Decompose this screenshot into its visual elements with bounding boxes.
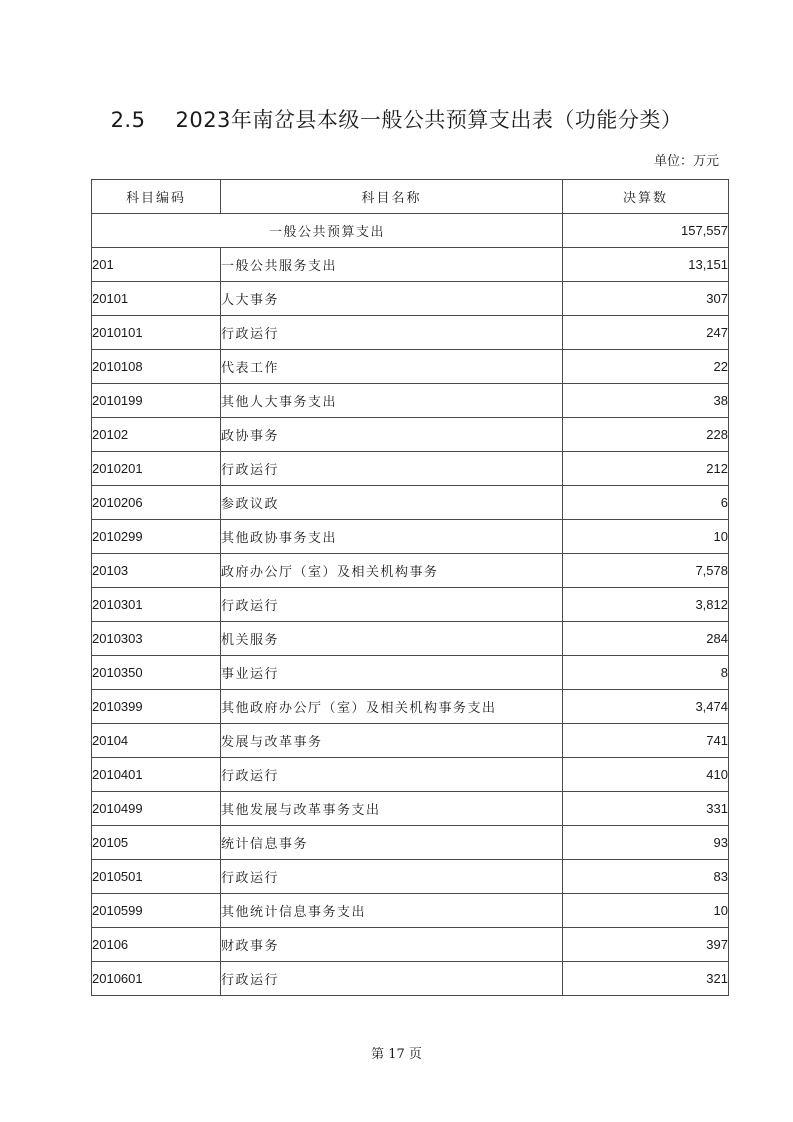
row-name: 发展与改革事务 [221, 724, 563, 758]
row-name: 行政运行 [221, 962, 563, 996]
table-row [92, 656, 729, 690]
row-amount: 13,151 [563, 248, 729, 282]
row-code: 20101 [92, 282, 221, 316]
row-name: 其他政府办公厅（室）及相关机构事务支出 [221, 690, 563, 724]
row-amount: 38 [563, 384, 729, 418]
row-code: 2010601 [92, 962, 221, 996]
row-amount: 10 [563, 520, 729, 554]
table-row [92, 554, 729, 588]
row-amount: 331 [563, 792, 729, 826]
row-name: 一般公共服务支出 [221, 248, 563, 282]
row-code: 2010199 [92, 384, 221, 418]
table-row [92, 248, 729, 282]
row-amount: 3,812 [563, 588, 729, 622]
row-name: 其他人大事务支出 [221, 384, 563, 418]
table-header-row [92, 180, 729, 214]
row-code: 2010201 [92, 452, 221, 486]
row-amount: 247 [563, 316, 729, 350]
table-row [92, 724, 729, 758]
row-code: 2010108 [92, 350, 221, 384]
table-row [92, 384, 729, 418]
row-code: 2010350 [92, 656, 221, 690]
table-row [92, 894, 729, 928]
row-name: 行政运行 [221, 588, 563, 622]
table-row [92, 690, 729, 724]
row-name: 其他政协事务支出 [221, 520, 563, 554]
row-code: 20104 [92, 724, 221, 758]
unit-label: 单位：万元 [653, 154, 719, 169]
row-name: 行政运行 [221, 860, 563, 894]
table-row [92, 758, 729, 792]
table-row [92, 316, 729, 350]
row-code: 2010501 [92, 860, 221, 894]
table-row [92, 282, 729, 316]
table-row [92, 486, 729, 520]
row-name: 政协事务 [221, 418, 563, 452]
row-code: 2010101 [92, 316, 221, 350]
row-code: 201 [92, 248, 221, 282]
total-amount: 157,557 [563, 214, 729, 248]
row-name: 行政运行 [221, 316, 563, 350]
row-code: 2010499 [92, 792, 221, 826]
row-name: 统计信息事务 [221, 826, 563, 860]
row-amount: 6 [563, 486, 729, 520]
table-row [92, 520, 729, 554]
total-row [92, 214, 729, 248]
row-name: 代表工作 [221, 350, 563, 384]
row-amount: 321 [563, 962, 729, 996]
budget-table [91, 179, 729, 996]
table-row [92, 928, 729, 962]
row-amount: 7,578 [563, 554, 729, 588]
row-amount: 228 [563, 418, 729, 452]
row-code: 2010599 [92, 894, 221, 928]
row-name: 机关服务 [221, 622, 563, 656]
table-row [92, 452, 729, 486]
row-code: 20103 [92, 554, 221, 588]
row-name: 行政运行 [221, 758, 563, 792]
row-code: 20105 [92, 826, 221, 860]
table-row [92, 826, 729, 860]
table-row [92, 418, 729, 452]
row-name: 参政议政 [221, 486, 563, 520]
row-name: 其他发展与改革事务支出 [221, 792, 563, 826]
row-name: 财政事务 [221, 928, 563, 962]
row-name: 行政运行 [221, 452, 563, 486]
section-number: 2.5 [110, 108, 146, 132]
row-code: 2010401 [92, 758, 221, 792]
table-row [92, 860, 729, 894]
header-amount: 决算数 [563, 180, 729, 214]
row-name: 政府办公厅（室）及相关机构事务 [221, 554, 563, 588]
row-name: 人大事务 [221, 282, 563, 316]
row-code: 20106 [92, 928, 221, 962]
table-row [92, 962, 729, 996]
row-amount: 741 [563, 724, 729, 758]
row-amount: 93 [563, 826, 729, 860]
page-title [0, 104, 793, 134]
header-name: 科目名称 [221, 180, 563, 214]
row-name: 事业运行 [221, 656, 563, 690]
table-row [92, 588, 729, 622]
row-code: 2010301 [92, 588, 221, 622]
page-number: 第 17 页 [371, 1047, 422, 1062]
table-row [92, 792, 729, 826]
row-amount: 22 [563, 350, 729, 384]
row-code: 2010303 [92, 622, 221, 656]
row-code: 2010399 [92, 690, 221, 724]
row-amount: 397 [563, 928, 729, 962]
row-code: 2010299 [92, 520, 221, 554]
row-code: 20102 [92, 418, 221, 452]
row-amount: 212 [563, 452, 729, 486]
table-row [92, 350, 729, 384]
row-amount: 410 [563, 758, 729, 792]
row-amount: 307 [563, 282, 729, 316]
total-label: 一般公共预算支出 [92, 214, 563, 248]
row-amount: 284 [563, 622, 729, 656]
row-code: 2010206 [92, 486, 221, 520]
row-amount: 3,474 [563, 690, 729, 724]
title-text: 2023年南岔县本级一般公共预算支出表（功能分类） [175, 108, 683, 132]
row-amount: 83 [563, 860, 729, 894]
row-amount: 10 [563, 894, 729, 928]
header-code: 科目编码 [92, 180, 221, 214]
row-amount: 8 [563, 656, 729, 690]
row-name: 其他统计信息事务支出 [221, 894, 563, 928]
table-row [92, 622, 729, 656]
